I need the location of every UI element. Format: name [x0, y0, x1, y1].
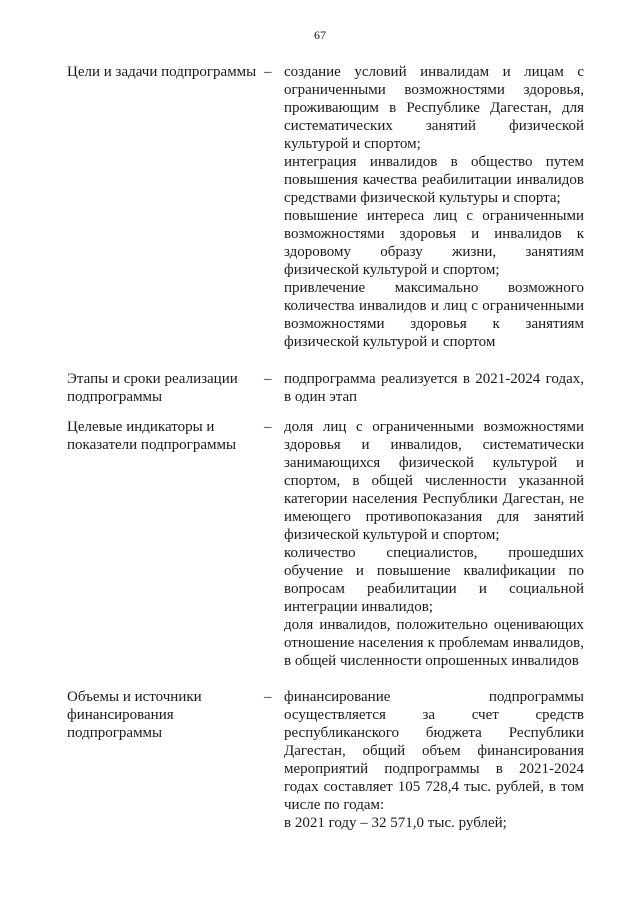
section-funding-label: Объемы и источники финансирования подпрограммы: [67, 689, 202, 741]
dash-marker: –: [264, 689, 272, 705]
paragraph: доля инвалидов, положительно оценивающих отношение населения к проблемам инвалидов, в общей численности опрошенных инвалидов: [284, 617, 584, 669]
paragraph: привлечение максимально возможного количества инвалидов и лиц с ограниченными возможностями здоровья к занятиям физической культурой и спортом: [284, 280, 584, 350]
paragraph: финансирование подпрограммы осуществляется за счет средств республиканского бюджета Республики Дагестан, общий объем финансирования мероприятий подпрограммы в 2021-2024 годах составляет 105 728,4 тыс. рублей, в том числе по годам:: [284, 689, 584, 813]
dash-marker: –: [264, 371, 272, 387]
paragraph: повышение интереса лиц с ограниченными возможностями здоровья и инвалидов к здоровому образу жизни, занятиям физической культурой и спортом;: [284, 208, 584, 278]
paragraph: доля лиц с ограниченными возможностями здоровья и инвалидов, систематически занимающихся физической культурой и спортом, в общей численности указанной категории населения Республики Дагестан, не имеющего противопоказания для занятий физической культурой и спортом;: [284, 419, 584, 543]
section-goals-content: [284, 63, 584, 351]
paragraph: интеграция инвалидов в общество путем повышения качества реабилитации инвалидов средствами физической культуры и спорта;: [284, 154, 584, 206]
section-indicators-content: [284, 418, 584, 670]
paragraph: количество специалистов, прошедших обучение и повышение квалификации по вопросам реабилитации и социальной интеграции инвалидов;: [284, 545, 584, 615]
dash-marker: –: [264, 419, 272, 435]
paragraph: подпрограмма реализуется в 2021-2024 годах, в один этап: [284, 371, 584, 405]
section-goals-label: Цели и задачи подпрограммы: [67, 64, 257, 80]
section-stages-label: Этапы и сроки реализации подпрограммы: [67, 371, 238, 405]
dash-marker: –: [264, 64, 272, 80]
paragraph: создание условий инвалидам и лицам с ограниченными возможностями здоровья, проживающим в Республике Дагестан, для систематических занятий физической культурой и спортом;: [284, 64, 584, 152]
section-stages-content: [284, 370, 584, 406]
page-number: 67: [314, 28, 326, 42]
section-indicators-label: Целевые индикаторы и показатели подпрограммы: [67, 419, 237, 453]
paragraph: в 2021 году – 32 571,0 тыс. рублей;: [284, 815, 507, 831]
section-funding-content: [284, 688, 584, 832]
